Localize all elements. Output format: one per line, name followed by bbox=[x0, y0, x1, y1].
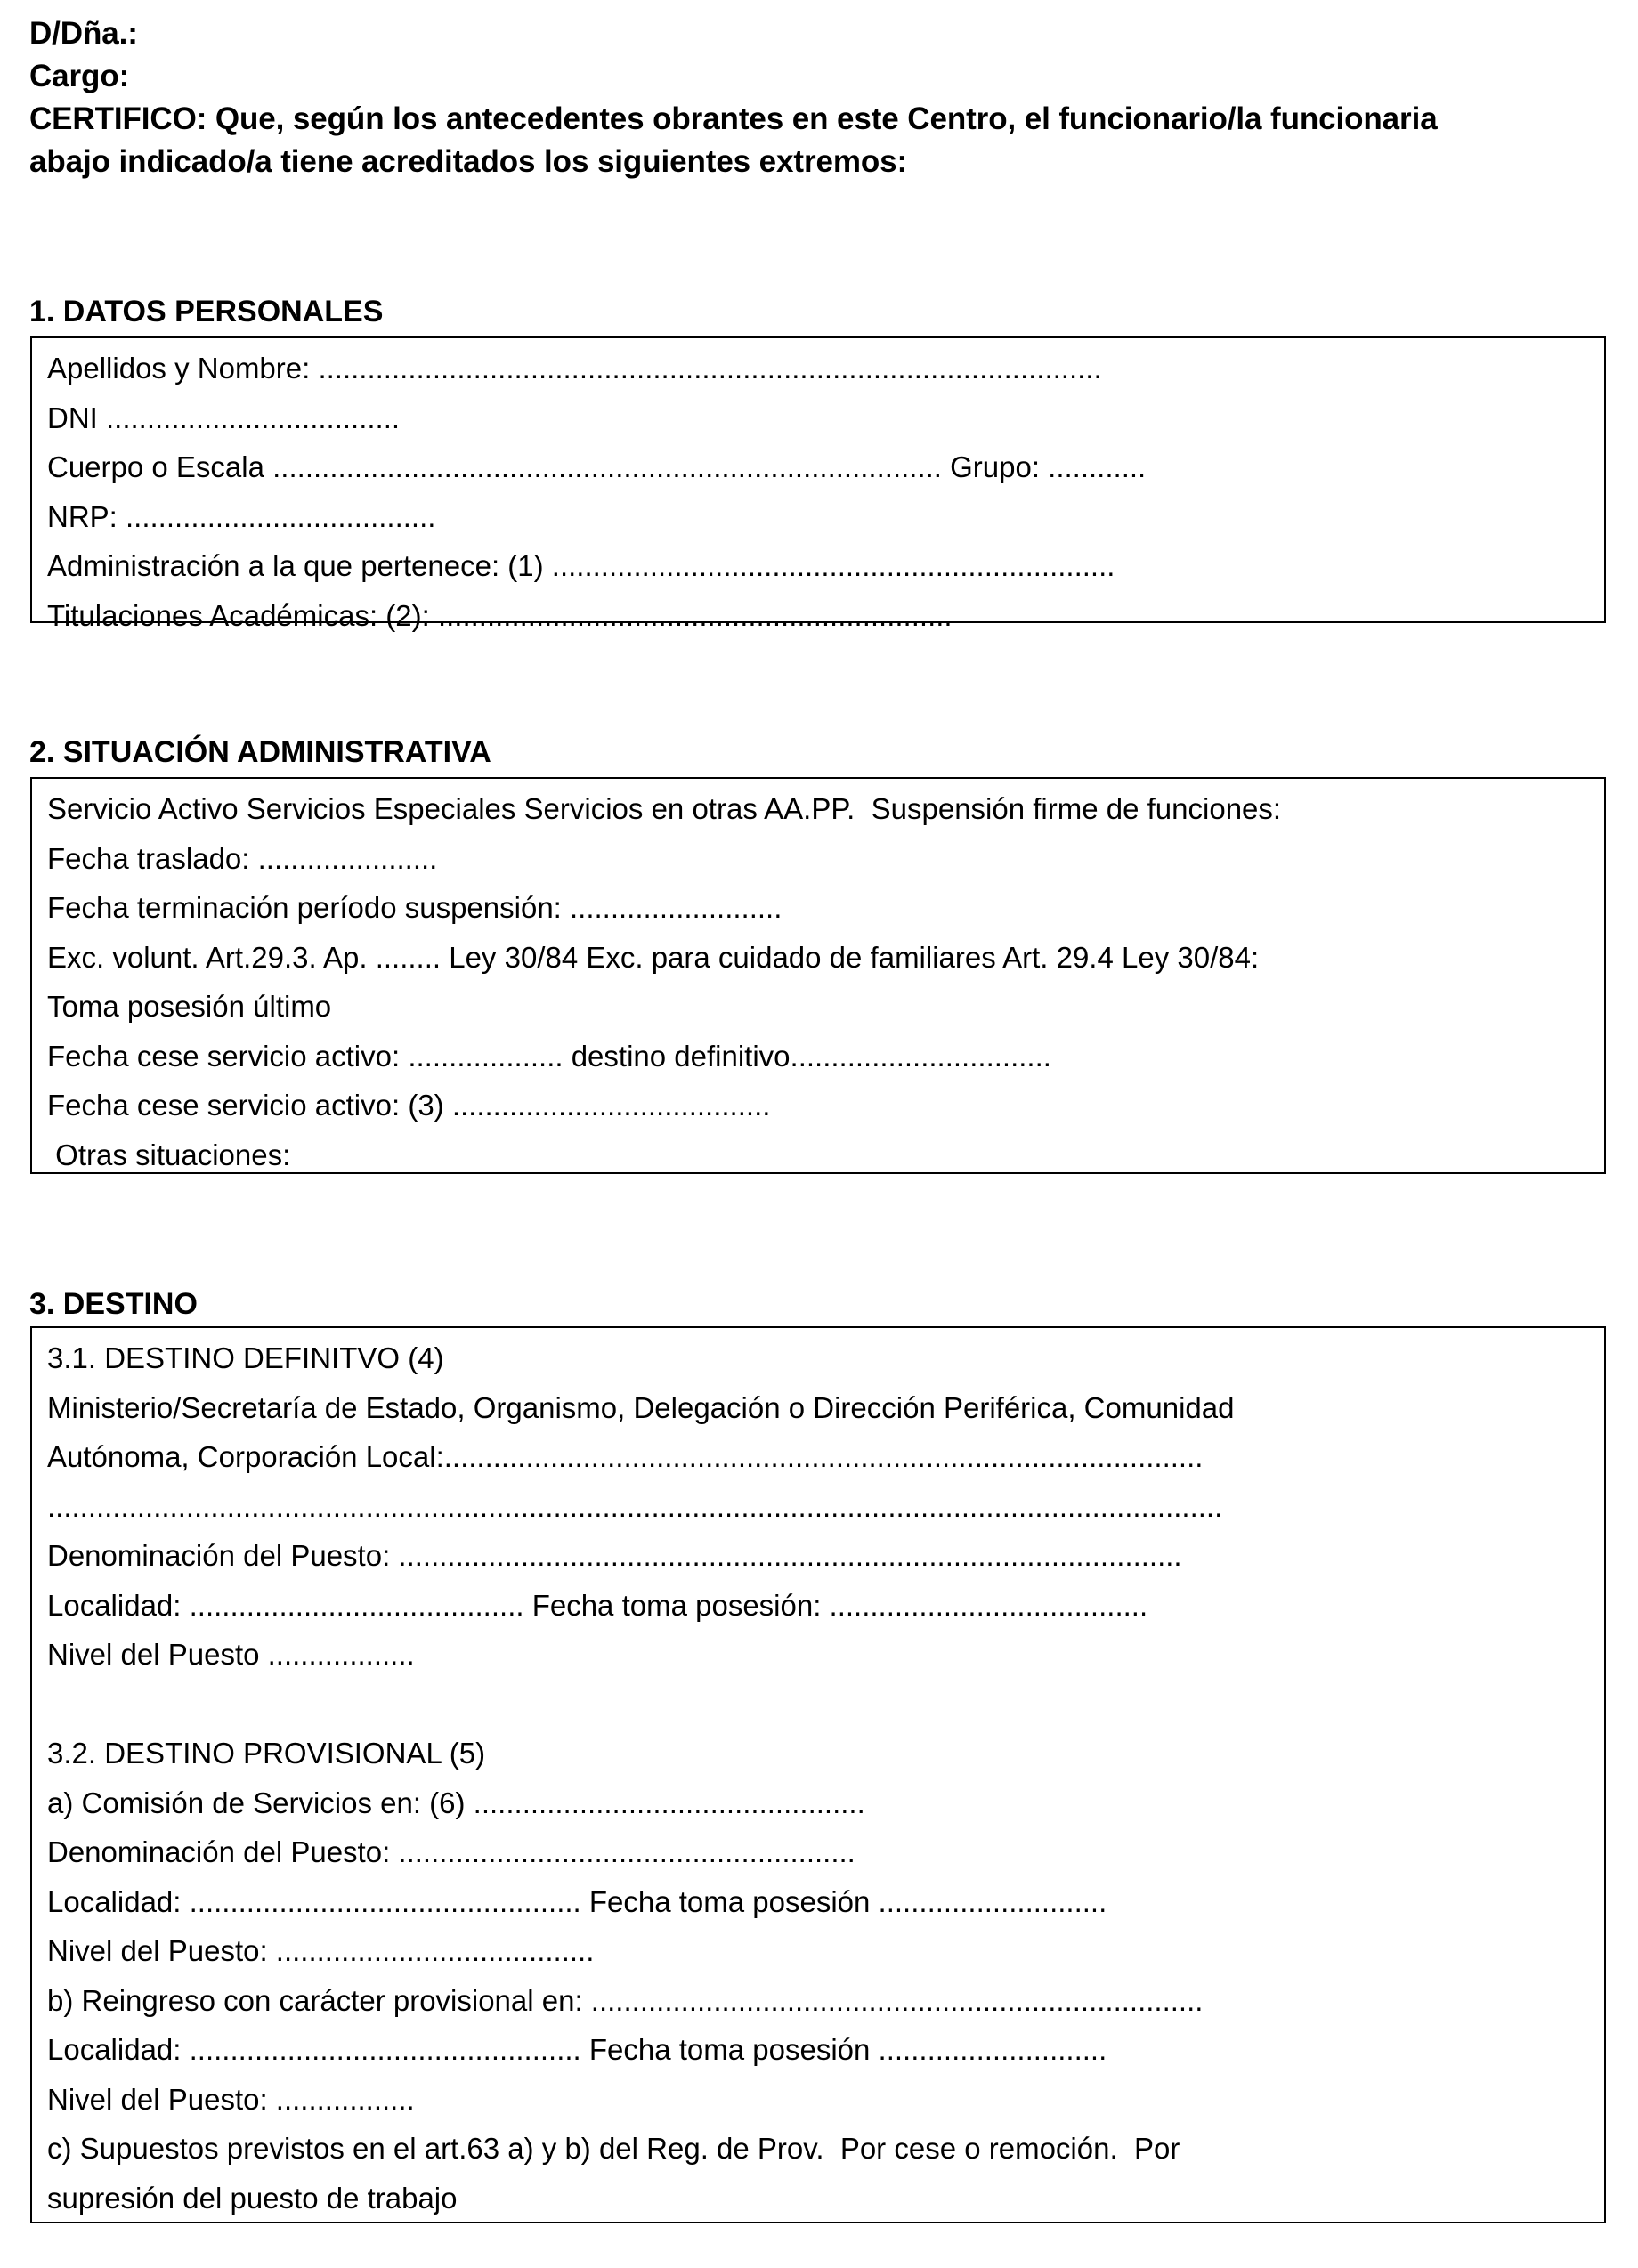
field-fecha-terminacion-suspension: Fecha terminación período suspensión: .......................... bbox=[47, 891, 783, 924]
section-heading-destino: 3. DESTINO bbox=[29, 1287, 198, 1321]
section-box-destino bbox=[30, 1326, 1606, 2223]
intro-block bbox=[29, 12, 1610, 183]
intro-line-nombre: D/Dña.: bbox=[29, 16, 138, 51]
field-nivel-puesto-reingreso: Nivel del Puesto: ................. bbox=[47, 2082, 415, 2116]
subsection-heading-destino-definitivo: 3.1. DESTINO DEFINITVO (4) bbox=[47, 1341, 444, 1374]
field-nivel-puesto-comision: Nivel del Puesto: ....................................... bbox=[47, 1934, 595, 1967]
section-heading-datos-personales: 1. DATOS PERSONALES bbox=[29, 295, 384, 328]
field-administracion-pertenece: Administración a la que pertenece: (1) ..................................................................... bbox=[47, 549, 1115, 582]
field-localidad-fecha-toma-posesion-reingreso: Localidad: ................................................ Fecha toma posesión ............................ bbox=[47, 2033, 1107, 2066]
field-ministerio-organismo-line1: Ministerio/Secretaría de Estado, Organismo, Delegación o Dirección Periférica, Comunidad bbox=[47, 1390, 1235, 1424]
field-comision-servicios: a) Comisión de Servicios en: (6) ................................................ bbox=[47, 1786, 865, 1819]
field-ministerio-organismo-line3: ................................................................................................................................................ bbox=[47, 1489, 1223, 1523]
field-localidad-fecha-toma-posesion-definitivo: Localidad: ......................................... Fecha toma posesión: ....................................... bbox=[47, 1588, 1148, 1622]
field-denominacion-puesto-definitivo: Denominación del Puesto: ................................................................................................ bbox=[47, 1539, 1182, 1572]
field-fecha-cese-servicio-activo-3: Fecha cese servicio activo: (3) ....................................... bbox=[47, 1089, 771, 1122]
field-otras-situaciones: Otras situaciones: bbox=[47, 1138, 291, 1171]
field-ministerio-organismo-line2: Autónoma, Corporación Local:............................................................................................. bbox=[47, 1440, 1204, 1473]
field-nrp: NRP: ...................................... bbox=[47, 499, 436, 533]
field-fecha-cese-destino-definitivo: Fecha cese servicio activo: ................... destino definitivo................................ bbox=[47, 1039, 1051, 1073]
field-localidad-fecha-toma-posesion-comision: Localidad: ................................................ Fecha toma posesión ............................ bbox=[47, 1884, 1107, 1918]
intro-line-cargo: Cargo: bbox=[29, 59, 130, 93]
field-excedencia-voluntaria: Exc. volunt. Art.29.3. Ap. ........ Ley 30/84 Exc. para cuidado de familiares Art. 29.4 Ley 30/84: bbox=[47, 940, 1260, 974]
field-nivel-puesto-definitivo: Nivel del Puesto .................. bbox=[47, 1638, 415, 1671]
intro-line-certifico-2: abajo indicado/a tiene acreditados los siguientes extremos: bbox=[29, 144, 908, 179]
field-supuestos-art63-line2: supresión del puesto de trabajo bbox=[47, 2181, 458, 2215]
section-heading-situacion-administrativa: 2. SITUACIÓN ADMINISTRATIVA bbox=[29, 735, 491, 769]
intro-line-certifico-1: CERTIFICO: Que, según los antecedentes obrantes en este Centro, el funcionario/la funcionaria bbox=[29, 101, 1438, 136]
field-dni: DNI .................................... bbox=[47, 401, 401, 434]
field-reingreso-provisional: b) Reingreso con carácter provisional en: ........................................................................... bbox=[47, 1983, 1204, 2017]
field-apellidos-nombre: Apellidos y Nombre: ................................................................................................ bbox=[47, 352, 1102, 385]
field-titulaciones-academicas: Titulaciones Académicas: (2): ............................................................... bbox=[47, 598, 953, 632]
field-fecha-traslado: Fecha traslado: ...................... bbox=[47, 841, 438, 875]
spacer-line bbox=[32, 1680, 1604, 1729]
section-box-situacion-administrativa bbox=[30, 777, 1606, 1174]
field-servicio-activo-especiales: Servicio Activo Servicios Especiales Servicios en otras AA.PP. Suspensión firme de funciones: bbox=[47, 792, 1282, 825]
section-box-datos-personales bbox=[30, 336, 1606, 632]
field-supuestos-art63-line1: c) Supuestos previstos en el art.63 a) y b) del Reg. de Prov. Por cese o remoción. Por bbox=[47, 2132, 1180, 2165]
subsection-heading-destino-provisional: 3.2. DESTINO PROVISIONAL (5) bbox=[47, 1737, 486, 1770]
field-cuerpo-escala-grupo: Cuerpo o Escala .................................................................................. Grupo: ............ bbox=[47, 450, 1147, 483]
field-denominacion-puesto-comision: Denominación del Puesto: ........................................................ bbox=[47, 1835, 855, 1868]
field-toma-posesion-ultimo: Toma posesión último bbox=[47, 990, 332, 1023]
